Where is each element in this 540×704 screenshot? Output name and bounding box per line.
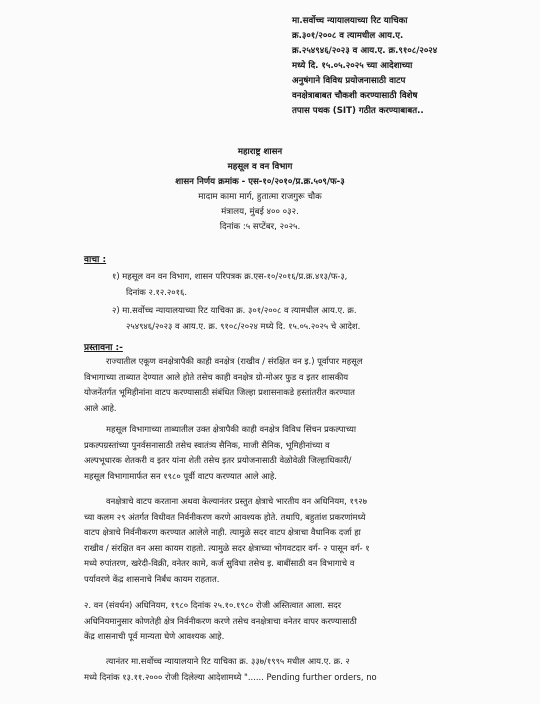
address-line: मादाम कामा मार्ग, हुतात्मा राजगुरू चौक [198, 192, 322, 202]
subject-line: अनुषंगाने विविध प्रयोजनासाठी वाटप [292, 76, 406, 86]
paragraph-line: महसूल विभागामार्फत सन १९८० पूर्वी वाटप करण्यात आले आहे. [84, 470, 277, 481]
preamble-paragraph [84, 598, 496, 645]
paragraph-line: अल्पभूधारक शेतकरी व इतर यांना शेती तसेच इतर प्रयोजनासाठी वेळोवेळी जिल्हाधिकारी/ [84, 455, 352, 466]
paragraph-line: त्यानंतर मा.सर्वोच्च न्यायालयाने रिट याचिका क्र. ३३७/१९९५ मधील आय.ए. क्र. २ [106, 656, 350, 666]
preamble-paragraph [84, 654, 496, 685]
reference-item [112, 302, 492, 334]
preamble-paragraph [84, 494, 496, 588]
paragraph-line: केंद्र शासनाची पूर्व मान्यता घेणे आवश्यक आहे. [84, 631, 225, 642]
paragraph-line: महसूल विभागाच्या ताब्यातील उक्त क्षेत्रापैकी काही वनक्षेत्र विविध सिंचन प्रकल्पाच्या [106, 424, 357, 434]
gr-number: शासन निर्णय क्रमांक - एस-१०/२०१०/प्र.क्र.५०९/फ-३ [175, 177, 345, 187]
paragraph-line: प्रकल्पग्रस्तांच्या पुनर्वसनासाठी तसेच स्वातंत्र्य सैनिक, माजी सैनिक, भूमिहीनांच्या व [84, 439, 330, 450]
subject-line: मा.सर्वोच्च न्यायालयाच्या रिट याचिका [292, 16, 408, 26]
government-header [110, 145, 410, 235]
reference-line: २५४९४६/२०२३ व आय.ए. क्र. ९१०८/२०२४ मध्ये दि. १५.०५.२०२५ चे आदेश. [126, 321, 361, 331]
reference-line: दिनांक २.१२.२०१६. [126, 287, 187, 297]
subject-line: क्र.२५४९४६/२०२३ व आय.ए. क्र.९१०८/२०२४ [292, 46, 438, 56]
paragraph-line: वाटप क्षेत्राचे निर्वनीकरण करण्यात आलेले नाही. त्यामुळे सदर वाटप क्षेत्राचा वैधानिक दर्जा हा [84, 527, 361, 538]
paragraph-line: मध्ये रुपांतरण, खरेदी-विक्री, वनेतर कामे, कर्ज सुविधा तसेच इ. बाबींसाठी वन विभागाचे व [84, 558, 355, 569]
document-date: दिनांक :५ सप्टेंबर, २०२५. [219, 222, 301, 232]
subject-line: तपास पथक (SIT) गठीत करण्याबाबत.. [292, 106, 424, 116]
preamble-title: प्रस्तावना :- [84, 343, 123, 353]
paragraph-line: आले आहे. [84, 402, 117, 413]
paragraph-line: योजनेंतर्गत भूमिहीनांना वाटप करण्यासाठी संबंधित जिल्हा प्रशासनाकडे हस्तांतरीत करण्यात [84, 387, 355, 398]
reference-item [112, 268, 492, 300]
references-title: वाचा : [84, 255, 107, 265]
paragraph-line: राखीव / संरक्षित वन असा कायम राहतो. त्यामुळे सदर क्षेत्राच्या भोगवटदार वर्ग- २ पासून वर्ग- १ [84, 542, 370, 553]
subject-line: क्र.३०१/२००८ व त्यामधील आय.ए. [292, 31, 404, 41]
department-name: महसूल व वन विभाग [227, 162, 293, 172]
subject-block [292, 14, 492, 119]
reference-line: २) मा.सर्वोच्च न्यायालयाच्या रिट याचिका क्र. ३०१/२००८ व त्यामधील आय.ए. क्र. [112, 305, 357, 315]
government-name: महाराष्ट्र शासन [237, 147, 283, 157]
paragraph-line: २. वन (संवर्धन) अधिनियम, १९८० दिनांक २५.१०.१९८० रोजी अस्तित्वात आला. सदर [84, 600, 342, 610]
paragraph-line: राज्यातील एकूण वनक्षेत्रापैकी काही वनक्षेत्र (राखीव / संरक्षित वन इ.) पूर्वापार महसूल [106, 356, 363, 366]
paragraph-line: च्या कलम २९ अंतर्गत विधीवत निर्वनीकरण करणे आवश्यक होते. तथापि, बहुतांश प्रकरणांमध्ये [84, 511, 366, 522]
address-line: मंत्रालय, मुंबई ४०० ०३२. [221, 207, 299, 217]
paragraph-line: वनक्षेत्राचे वाटप करताना अथवा केल्यानंतर प्रस्तुत क्षेत्राचे भारतीय वन अधिनियम, १९२७ [106, 496, 367, 506]
paragraph-line: पर्यावरणे केंद्र शासनाचे निर्बंध कायम राहतात. [84, 573, 220, 584]
paragraph-line: अधिनियमानुसार कोणतेही क्षेत्र निर्वनीकरण करणे तसेच वनक्षेत्राचा वनेतर वापर करण्यासाठी [84, 615, 357, 626]
preamble-paragraph [84, 354, 496, 416]
subject-line: वनक्षेत्राबाबत चौकशी करण्यासाठी विशेष [292, 91, 418, 101]
reference-line: १) महसूल वन वन विभाग, शासन परिपत्रक क्र.एस-१०/२०१६/प्र.क्र.४१३/फ-३, [112, 271, 348, 281]
subject-line: मध्ये दि. १५.०५.२०२५ च्या आदेशाच्या [292, 61, 413, 71]
paragraph-line: विभागाच्या ताब्यात देण्यात आले होते तसेच काही वनक्षेत्र ग्रो-मोअर फुड व इतर शासकीय [84, 371, 349, 382]
paragraph-line: मध्ये दिनांक १३.११.२००० रोजी दिलेल्या आदेशामध्ये "...... Pending further orders, no [84, 671, 377, 682]
preamble-paragraph [84, 422, 496, 484]
